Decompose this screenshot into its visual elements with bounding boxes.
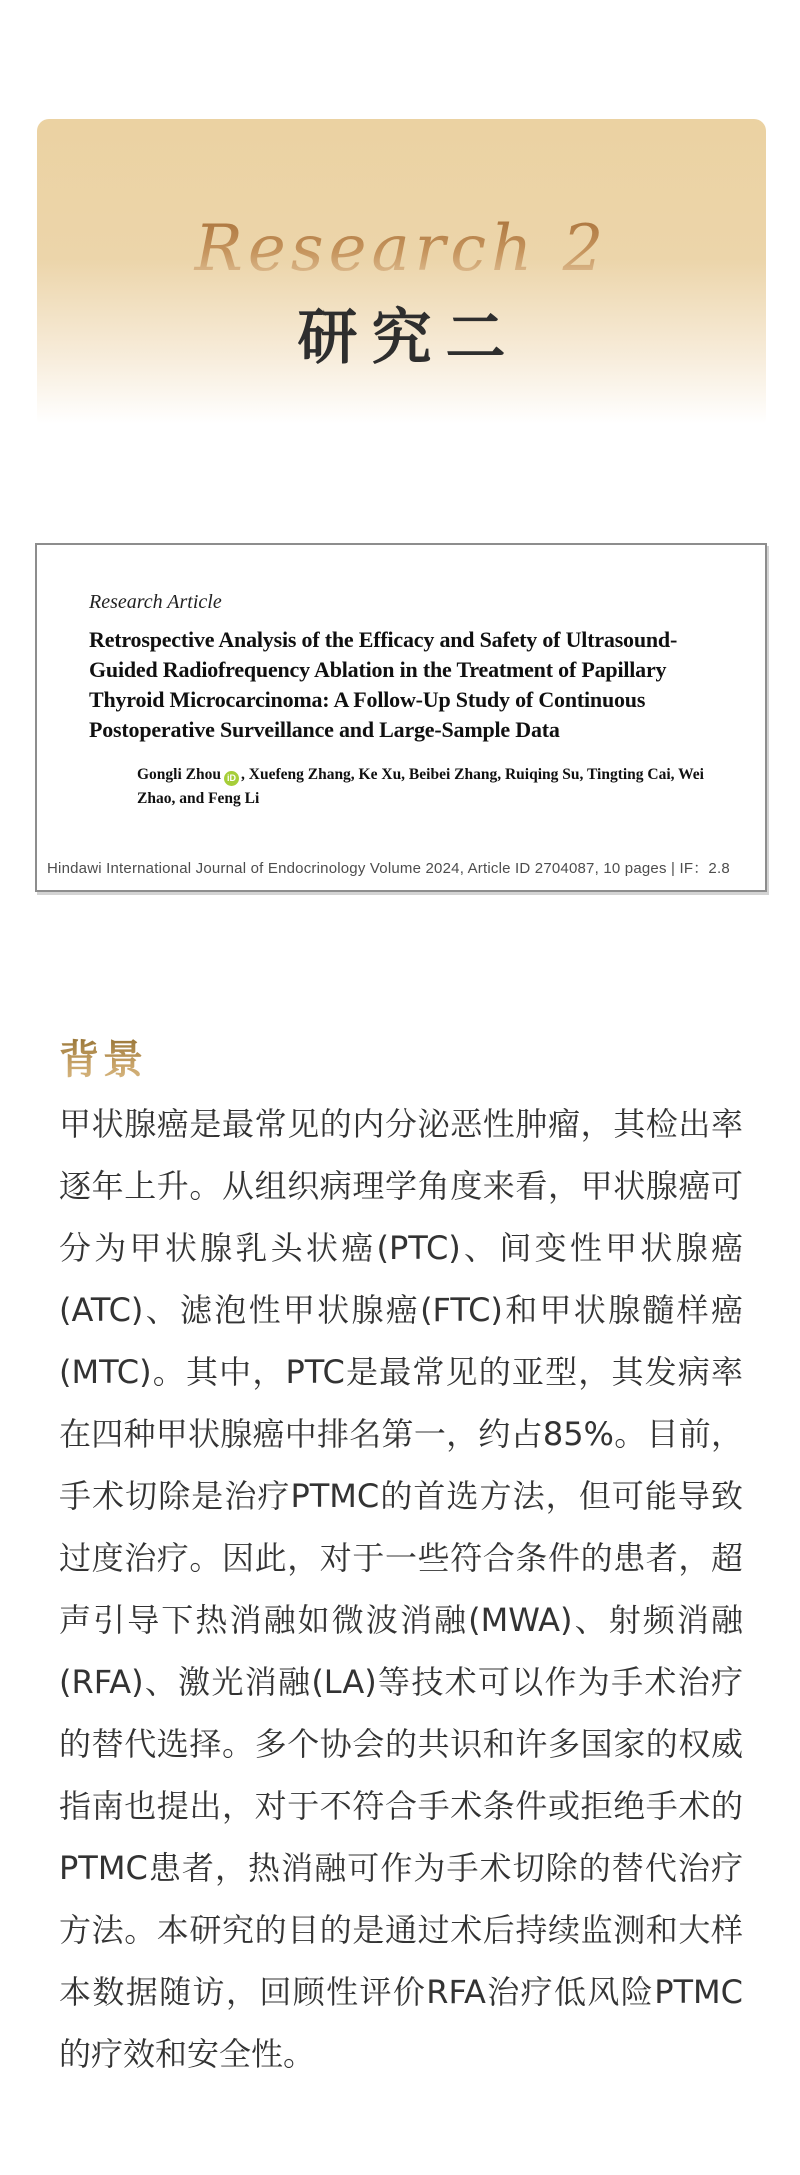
banner-title-chinese: 研究二 [297, 303, 520, 373]
coauthors: , Xuefeng Zhang, Ke Xu, Beibei Zhang, Ruiqing Su, Tingting Cai, Wei Zhao, and Feng Li [137, 766, 704, 807]
orcid-icon-label: iD [227, 773, 236, 783]
journal-info: Hindawi International Journal of Endocrinology Volume 2024, Article ID 2704087, 10 pages | IF：2.8 [47, 860, 730, 877]
section-heading-background: 背景 [59, 1036, 147, 1083]
background-paragraph: 甲状腺癌是最常见的内分泌恶性肿瘤，其检出率逐年上升。从组织病理学角度来看，甲状腺癌可分为甲状腺乳头状癌(PTC)、间变性甲状腺癌(ATC)、滤泡性甲状腺癌(FTC)和甲状腺髓样癌(MTC)。其中，PTC是最常见的亚型，其发病率在四种甲状腺癌中排名第一，约占85%。目前，手术切除是治疗PTMC的首选方法，但可能导致过度治疗。因此，对于一些符合条件的患者，超声引导下热消融如微波消融(MWA)、射频消融(RFA)、激光消融(LA)等技术可以作为手术治疗的替代选择。多个协会的共识和许多国家的权威指南也提出，对于不符合手术条件或拒绝手术的PTMC患者，热消融可作为手术切除的替代治疗方法。本研究的目的是通过术后持续监测和大样本数据随访，回顾性评价RFA治疗低风险PTMC的疗效和安全性。 [59, 1105, 743, 2073]
article-type-label: Research Article [89, 591, 222, 613]
paper-title: Retrospective Analysis of the Efficacy and Safety of Ultrasound-Guided Radiofrequency Ablation in the Treatment of Papillary Thyroid Microcarcinoma: A Follow-Up Study of Continuous Postoperative Surveillance and Large-Sample Data [89, 627, 678, 742]
paper-citation-card [35, 543, 767, 892]
orcid-icon [224, 771, 239, 786]
paper-authors [137, 763, 745, 811]
header-banner [37, 119, 766, 430]
banner-title-english: Research 2 [37, 217, 766, 281]
first-author: Gongli Zhou [137, 766, 221, 783]
